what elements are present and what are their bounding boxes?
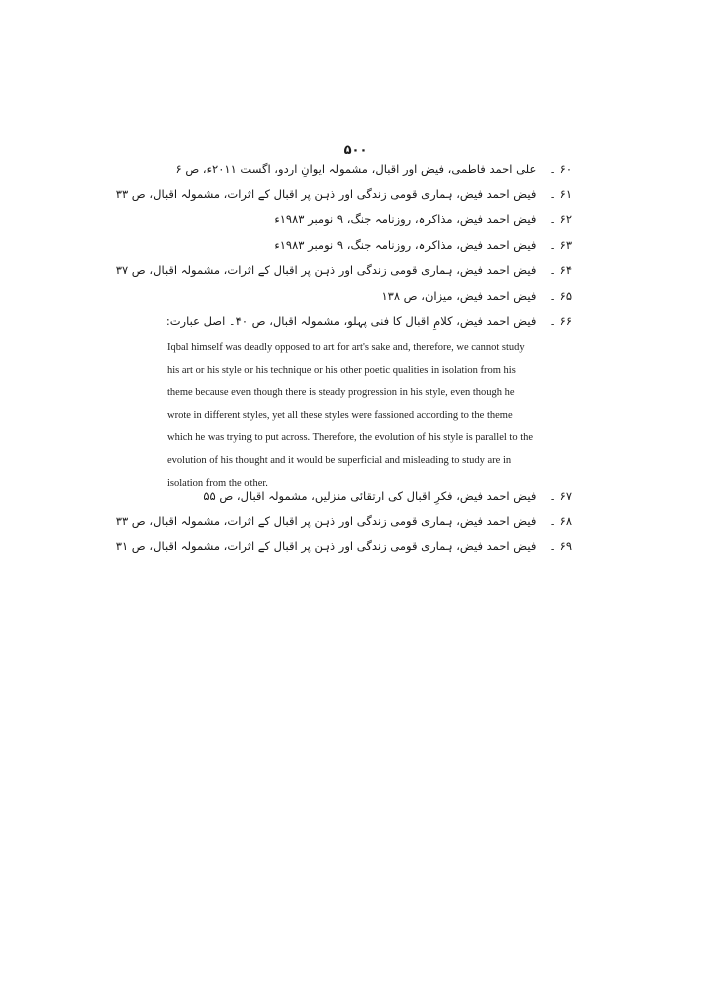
footnote-69 (115, 534, 572, 558)
footnote-66 (152, 309, 572, 333)
footnote-number: ۶۱ ۔ (549, 187, 572, 201)
footnote-number: ۶۲ ۔ (549, 212, 572, 226)
english-quotation: Iqbal himself was deadly opposed to art for art's sake and, therefore, we cannot study his art or his style or his technique or his other poetic qualities in isolation from his theme because even though there is steady progression in his style, even though he wrote in different styles, yet all these styles were fassioned according to the theme which he was trying to put across. Therefore, the evolution of his style is parallel to the evolution of his thought and it would be superficial and misleading to study are in isolation from the other. (167, 342, 534, 489)
footnote-text: فیض احمد فیض، فکرِ اقبال کی ارتقائی منزلیں، مشمولہ اقبال، ص ۵۵ (203, 489, 537, 503)
footnote-68 (115, 509, 572, 533)
footnote-62 (152, 207, 572, 231)
footnote-text: علی احمد فاطمی، فیض اور اقبال، مشمولہ ایوانِ اردو، اگست ۲۰۱۱ء، ص ۶ (175, 162, 537, 176)
footnote-64 (115, 258, 572, 282)
footnote-number: ۶۰ ۔ (549, 162, 572, 176)
footnote-number: ۶۴ ۔ (549, 263, 572, 277)
footnote-text: فیض احمد فیض، مذاکرہ، روزنامہ جنگ، ۹ نومبر ۱۹۸۳ء (274, 238, 537, 252)
footnote-63 (152, 233, 572, 257)
footnote-number: ۶۶ ۔ (549, 314, 572, 328)
footnote-text: فیض احمد فیض، میزان، ص ۱۳۸ (381, 289, 537, 303)
footnote-60 (152, 157, 572, 181)
footnote-67 (152, 484, 572, 508)
footnote-number: ۶۹ ۔ (549, 539, 572, 553)
footnote-text: فیض احمد فیض، ہماری قومی زندگی اور ذہن پر اقبال کے اثرات، مشمولہ اقبال، ص ۳۳ (115, 514, 537, 528)
footnote-number: ۶۳ ۔ (549, 238, 572, 252)
footnote-text: فیض احمد فیض، کلامِ اقبال کا فنی پہلو، مشمولہ اقبال، ص ۴۰۔ اصل عبارت: (165, 314, 537, 328)
footnote-text: فیض احمد فیض، ہماری قومی زندگی اور ذہن پر اقبال کے اثرات، مشمولہ اقبال، ص ۳۷ (115, 263, 537, 277)
page-number: ۵۰۰ (343, 143, 368, 158)
footnote-65 (152, 284, 572, 308)
footnote-text: فیض احمد فیض، ہماری قومی زندگی اور ذہن پر اقبال کے اثرات، مشمولہ اقبال، ص ۳۱ (115, 539, 537, 553)
footnote-number: ۶۵ ۔ (549, 289, 572, 303)
footnote-text: فیض احمد فیض، مذاکرہ، روزنامہ جنگ، ۹ نومبر ۱۹۸۳ء (274, 212, 537, 226)
footnote-61 (115, 182, 572, 206)
footnote-text: فیض احمد فیض، ہماری قومی زندگی اور ذہن پر اقبال کے اثرات، مشمولہ اقبال، ص ۳۳ (115, 187, 537, 201)
footnote-number: ۶۸ ۔ (549, 514, 572, 528)
footnote-number: ۶۷ ۔ (549, 489, 572, 503)
